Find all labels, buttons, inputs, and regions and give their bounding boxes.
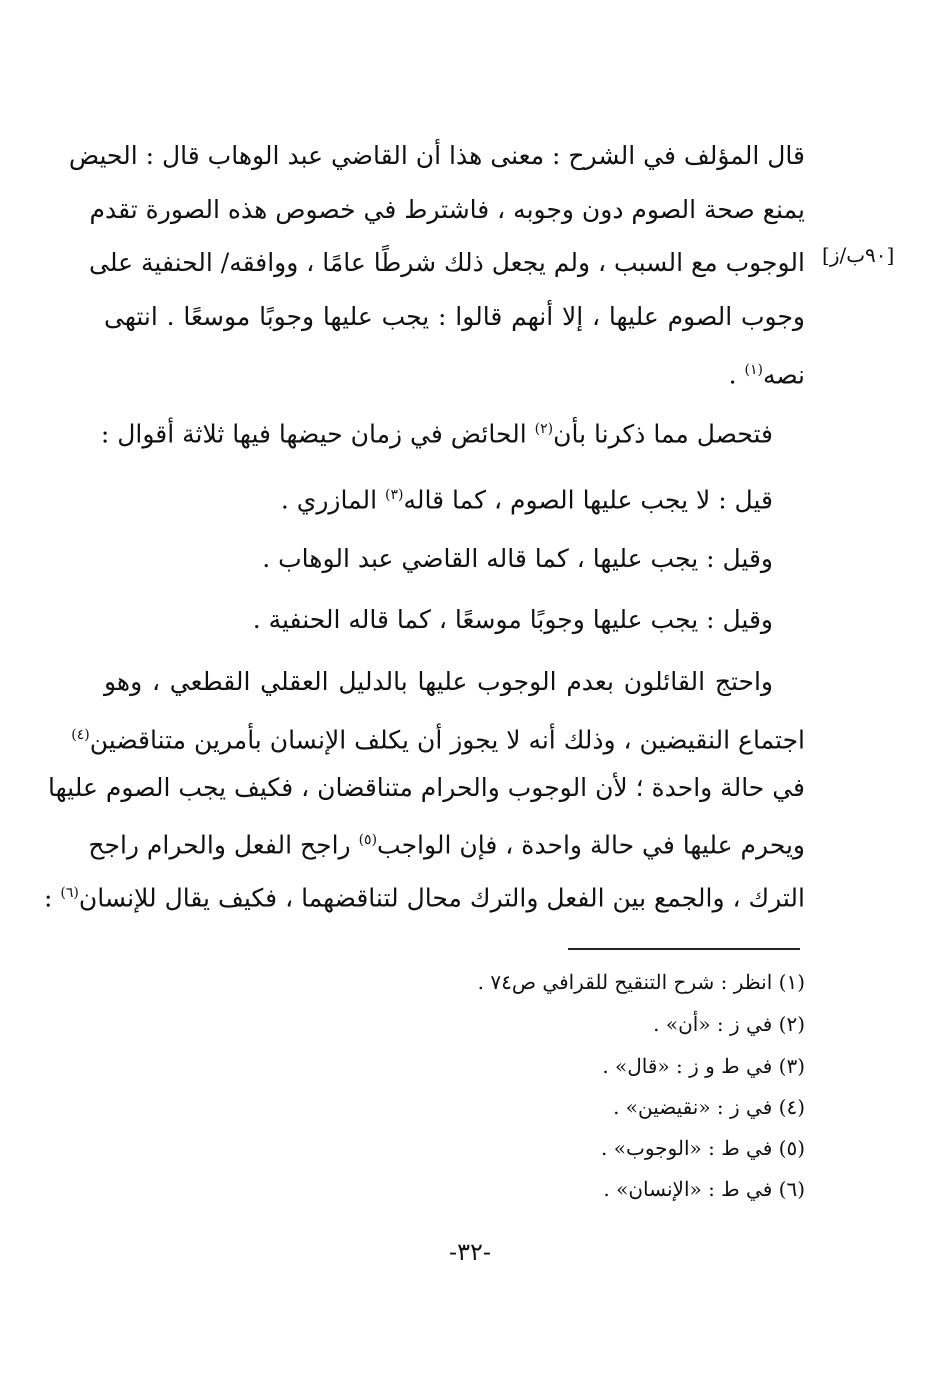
paragraph3-line5: [44, 873, 805, 918]
paragraph3-line2-text: اجتماع النقيضين ، وذلك أنه لا يجوز أن يكلف الإنسان بأمرين متناقضين: [89, 725, 805, 755]
paragraph1-line2: يمنع صحة الصوم دون وجوبه ، فاشترط في خصوص هذه الصورة تقدم: [89, 195, 805, 224]
paragraph3-line4: [88, 820, 805, 865]
footnote-6: (٦) في ط : «الإنسان» .: [603, 1177, 805, 1201]
footnote-4: (٤) في ز : «نقيضين» .: [613, 1095, 805, 1119]
opinion-1-part-a: قيل : لا يجب عليها الصوم ، كما قاله: [403, 485, 773, 515]
paragraph2: [101, 409, 773, 454]
footnote-5: (٥) في ط : «الوجوب» .: [601, 1136, 805, 1160]
opinion-2: وقيل : يجب عليها ، كما قاله القاضي عبد الوهاب .: [262, 544, 773, 573]
margin-folio-note: [٩٠ب/ز]: [822, 243, 895, 267]
footnote-ref-1: (١): [744, 362, 763, 378]
footnote-2: (٢) في ز : «أن» .: [653, 1012, 805, 1036]
footnote-ref-3: (٣): [385, 487, 404, 503]
paragraph1-line5: [729, 350, 805, 395]
paragraph1-line4: وجوب الصوم عليها ، إلا أنهم قالوا : يجب عليها وجوبًا موسعًا . انتهى: [104, 302, 805, 331]
footnote-3: (٣) في ط و ز : «قال» .: [602, 1054, 805, 1078]
paragraph1-end: نصه: [762, 360, 805, 390]
paragraph2-part-a: فتحصل مما ذكرنا بأن: [553, 419, 773, 449]
paragraph3-line4-part-a: ويحرم عليها في حالة واحدة ، فإن الواجب: [377, 830, 805, 860]
paragraph1-line1: قال المؤلف في الشرح : معنى هذا أن القاضي عبد الوهاب قال : الحيض: [68, 141, 805, 170]
paragraph3-line2: [71, 715, 805, 760]
footnote-ref-2: (٢): [534, 421, 554, 437]
opinion-3: وقيل : يجب عليها وجوبًا موسعًا ، كما قاله الحنفية .: [252, 605, 773, 634]
paragraph1-line3: الوجوب مع السبب ، ولم يجعل ذلك شرطًا عامًا ، ووافقه/ الحنفية على: [89, 248, 805, 277]
paragraph1-end-tail: .: [728, 360, 745, 390]
paragraph3-line5-part-b: :: [44, 883, 61, 913]
footnote-separator: [568, 948, 800, 950]
paragraph3-line5-part-a: الترك ، والجمع بين الفعل والترك محال لتناقضهما ، فكيف يقال للإنسان: [78, 883, 805, 913]
opinion-1: [281, 475, 773, 520]
footnote-ref-5: (٥): [358, 832, 378, 848]
footnote-1: (١) انظر : شرح التنقيح للقرافي ص٧٤ .: [477, 970, 805, 994]
footnote-ref-4: (٤): [71, 727, 90, 743]
opinion-1-part-b: المازري .: [280, 485, 386, 515]
paragraph3-line3: في حالة واحدة ؛ لأن الوجوب والحرام متناقضان ، فكيف يجب الصوم عليها: [48, 773, 805, 802]
page-number: -٣٢-: [449, 1238, 491, 1266]
paragraph2-part-b: الحائض في زمان حيضها فيها ثلاثة أقوال :: [100, 419, 535, 449]
footnote-ref-6: (٦): [60, 885, 79, 901]
paragraph3-line1: واحتج القائلون بعدم الوجوب عليها بالدليل العقلي القطعي ، وهو: [104, 667, 773, 696]
paragraph3-line4-part-b: راجح الفعل والحرام راجح: [88, 830, 359, 860]
